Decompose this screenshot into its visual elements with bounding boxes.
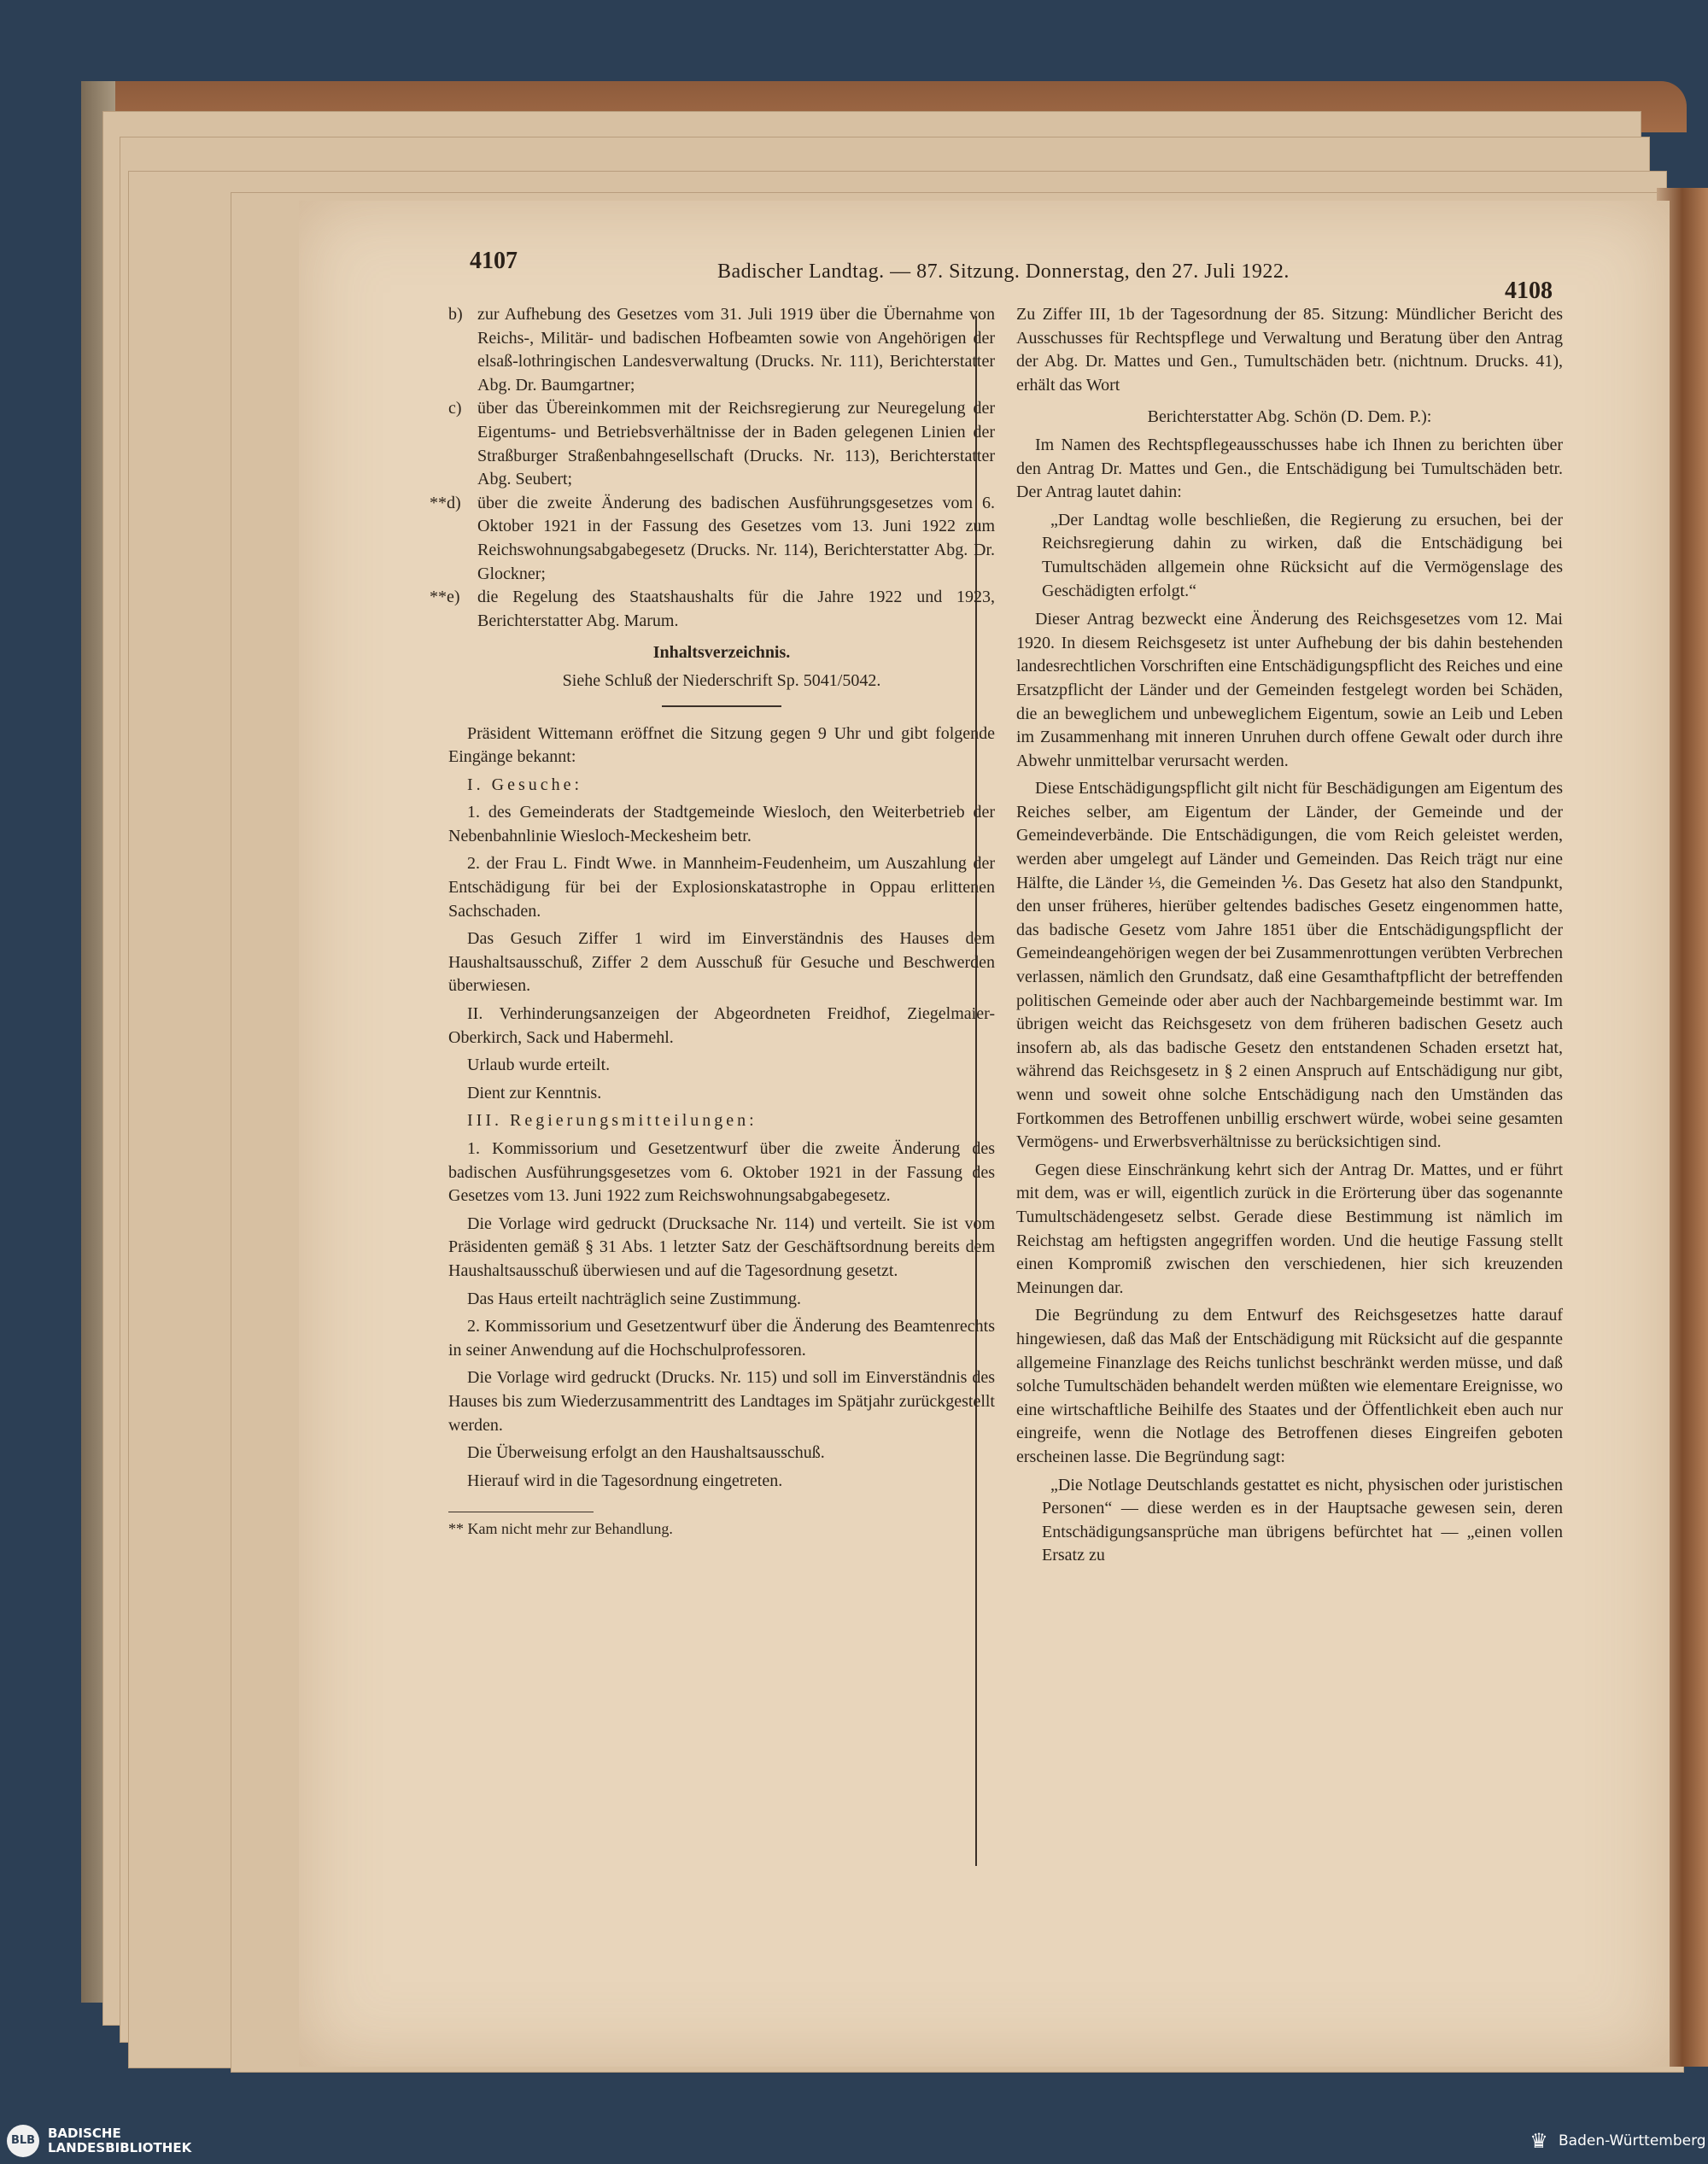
agenda-item-d: **d) über die zweite Änderung des badischen Ausführungsgesetzes vom 6. Oktober 1921 in der Fassung des Gesetzes vom 13. Juni 1922 zum Reichswohnungsabgabegesetz (Drucks. Nr. 114), Berichterstatter Abg. Dr. Glockner; (430, 493, 995, 583)
government-item-1: 1. Kommissorium und Gesetzentwurf über die zweite Änderung des badischen Ausführungsgesetzes vom 6. Oktober 1921 in der Fassung des Gesetzes vom 13. Juni 1922 zum Reichswohnungsabgabegesetz. (448, 1139, 995, 1206)
motion-quote: „Der Landtag wolle beschließen, die Regierung zu ersuchen, bei der Reichsregierung dahin zu wirken, daß die Entschädigung bei Tumultschäden allgemein ohne Rücksicht auf die Vermögenslage des Geschädigten erfolgt.“ (1042, 510, 1563, 600)
library-name: BADISCHE LANDESBIBLIOTHEK (48, 2126, 192, 2155)
left-column (430, 303, 995, 1546)
government-item-2-print: Die Vorlage wird gedruckt (Drucks. Nr. 115) und soll im Einverständnis des Hauses bis zum Wiederzusammentritt des Landtages im Spätjahr zurückgestellt werden. (448, 1368, 995, 1435)
viewer-footer-bar (0, 2118, 1708, 2164)
report-paragraph-1: Im Namen des Rechtspflegeausschusses habe ich Ihnen zu berichten über den Antrag Dr. Mattes und Gen., die Entschädigung bei Tumultschäden betr. Der Antrag lautet dahin: (1016, 435, 1563, 502)
agenda-item-e: **e) die Regelung des Staatshaushalts für die Jahre 1922 und 1923, Berichterstatter Abg. Marum. (430, 588, 995, 630)
agenda-start: Hierauf wird in die Tagesordnung eingetreten. (467, 1471, 783, 1490)
blb-logo[interactable]: BLB (7, 2125, 39, 2157)
state-name[interactable]: Baden-Württemberg (1559, 2132, 1706, 2149)
petition-2: 2. der Frau L. Findt Wwe. in Mannheim-Feudenheim, um Auszahlung der Entschädigung für bei der Explosionskatastrophe in Oppau erlittenen Sachschaden. (448, 854, 995, 921)
government-item-2: 2. Kommissorium und Gesetzentwurf über die Änderung des Beamtenrechts in seiner Anwendung auf die Hochschulprofessoren. (448, 1317, 995, 1360)
right-column (1016, 303, 1563, 1573)
toc-text: Siehe Schluß der Niederschrift Sp. 5041/5042. (562, 670, 881, 690)
agenda-intro: Zu Ziffer III, 1b der Tagesordnung der 85. Sitzung: Mündlicher Bericht des Ausschusses für Rechtspflege und Verwaltung und Beratung über den Antrag der Abg. Dr. Mattes und Gen., Tumultschäden betr. (nichtnum. Drucks. 41), erhält das Wort (1016, 305, 1563, 395)
report-paragraph-2: Dieser Antrag bezweckt eine Änderung des Reichsgesetzes vom 12. Mai 1920. In diesem Reichsgesetz ist unter Aufhebung der bis dahin bestehenden landesrechtlichen Vorschriften eine Entschädigungspflicht des Reiches und eine Ersatzpflicht der Länder und der Gemeinden festgelegt worden bei Schäden, die an beweglichem und unbeweglichem Eigentum, sowie an Leib und Leben im Zusammenhang mit inneren Unruhen durch offene Gewalt oder durch ihre Abwehr unmittelbar verursacht werden. (1016, 610, 1563, 770)
speaker-line: Berichterstatter Abg. Schön (D. Dem. P.): (1147, 407, 1432, 427)
petition-referral: Das Gesuch Ziffer 1 wird im Einverständnis des Hauses dem Haushaltsausschuß, Ziffer 2 dem Ausschuß für Gesuche und Beschwerden überwiesen. (448, 929, 995, 996)
state-coat-of-arms-icon: ♛ (1530, 2129, 1548, 2153)
agenda-item-c: c) über das Übereinkommen mit der Reichsregierung zur Neuregelung der Eigentums- und Betriebsverhältnisse der in Baden gelegenen Linien der Straßburger Straßenbahngesellschaft (Drucks. Nr. 113), Berichterstatter Abg. Seubert; (448, 399, 995, 489)
report-paragraph-3: Diese Entschädigungspflicht gilt nicht für Beschädigungen am Eigentum des Reiches selber, am Eigentum der Länder, der Gemeinde und der Gemeindeverbände. Die Entschädigungen, die vom Reich geleistet werden, werden aber umgelegt auf Länder und Gemeinden. Das Reich trägt nur eine Hälfte, die Länder ⅓, die Gemeinden ⅙. Das Gesetz hat also den Standpunkt, den unser früheres, hierüber geltendes badisches Gesetz eingenommen hatte, das badische Gesetz vom Jahre 1851 über die Entschädigungspflicht der Gemeindeangehörigen wegen der bei Zusammenrottungen verübten Verbrechen verlassen, nämlich den Grundsatz, daß eine Gesamthaftpflicht der betreffenden politischen Gemeinde oder aber auch der Nachbargemeinde bestimmt war. Im übrigen weicht das Reichsgesetz von dem früheren badischen Gesetz auch insofern ab, als das badische Gesetz den entstandenen Schaden ersetzt hat, während das Reichsgesetz in § 2 einen Anspruch auf Entschädigung nur gibt, wenn und soweit ohne solche Entschädigung nach den Umständen das Fortkommen des Betroffenen unbillig erschwert würde, wobei seine gesamten Vermögens- und Erwerbsverhältnisse zu berücksichtigen sind. (1016, 779, 1563, 1152)
petition-1: 1. des Gemeinderats der Stadtgemeinde Wiesloch, den Weiterbetrieb der Nebenbahnlinie Wiesloch-Meckesheim betr. (448, 803, 995, 845)
president-opening: Präsident Wittemann eröffnet die Sitzung gegen 9 Uhr und gibt folgende Eingänge bekannt: (448, 723, 995, 767)
section-heading-gesuche: I. Gesuche: (467, 775, 583, 794)
section-heading-absences: II. Verhinderungsanzeigen der Abgeordneten Freidhof, Ziegelmaier-Oberkirch, Sack und Habermehl. (448, 1004, 995, 1047)
agenda-item-b: b) zur Aufhebung des Gesetzes vom 31. Juli 1919 über die Übernahme von Reichs-, Militär- und badischen Hofbeamten sowie von Angehörigen der elsaß-lothringischen Landesverwaltung (Drucks. Nr. 111), Berichterstatter Abg. Dr. Baumgartner; (448, 305, 995, 395)
document-page (299, 201, 1670, 2067)
left-page-number: 4107 (470, 248, 518, 274)
section-heading-government: III. Regierungsmitteilungen: (467, 1111, 757, 1131)
footnote: ** Kam nicht mehr zur Behandlung. (448, 1520, 673, 1538)
right-page-number: 4108 (1505, 278, 1553, 304)
government-item-1-print: Die Vorlage wird gedruckt (Drucksache Nr. 114) und verteilt. Sie ist vom Präsidenten gemäß § 31 Abs. 1 letzter Satz der Geschäftsordnung bereits dem Haushaltsausschuß überwiesen und auf die Tagesordnung gesetzt. (448, 1214, 995, 1280)
report-paragraph-5: Die Begründung zu dem Entwurf des Reichsgesetzes hatte darauf hingewiesen, daß das Maß der Entschädigung mit Rücksicht auf die gespannte allgemeine Finanzlage des Reichs tunlichst beschränkt werden müsse, und daß solche Tumultschäden behandelt werden müßten wie elementare Ereignisse, wo eine wirtschaftliche Beihilfe des Staates und der Öffentlichkeit eben auch nur eingreife, wenn die Notlage des Betroffenen dieses Eingreifen geboten erscheinen lasse. Die Begründung sagt: (1016, 1306, 1563, 1466)
leave-granted: Urlaub wurde erteilt. (467, 1056, 611, 1075)
section-rule (662, 705, 781, 707)
referral-budget: Die Überweisung erfolgt an den Haushaltsausschuß. (467, 1443, 825, 1463)
toc-title: Inhaltsverzeichnis. (652, 643, 791, 663)
justification-quote: „Die Notlage Deutschlands gestattet es nicht, physischen oder juristischen Personen“ — diese werden es in der Hauptsache gewesen sein, deren Entschädigungsansprüche man übrigens befürchtet hat — „einen vollen Ersatz zu (1042, 1475, 1563, 1565)
running-head: Badischer Landtag. — 87. Sitzung. Donnerstag, den 27. Juli 1922. (717, 260, 1290, 283)
house-consent: Das Haus erteilt nachträglich seine Zustimmung. (467, 1289, 802, 1308)
report-paragraph-4: Gegen diese Einschränkung kehrt sich der Antrag Dr. Mattes, und er führt mit dem, was er will, eigentlich zurück in die Erörterung über das sogenannte Tumultschädengesetz selbst. Gerade diese Bestimmung ist nämlich im Reichstag am heftigsten angegriffen worden. Und die heutige Fassung stellt einen Kompromiß zwischen den verschiedenen, hier sich kreuzenden Meinungen dar. (1016, 1160, 1563, 1297)
noted: Dient zur Kenntnis. (467, 1083, 602, 1102)
